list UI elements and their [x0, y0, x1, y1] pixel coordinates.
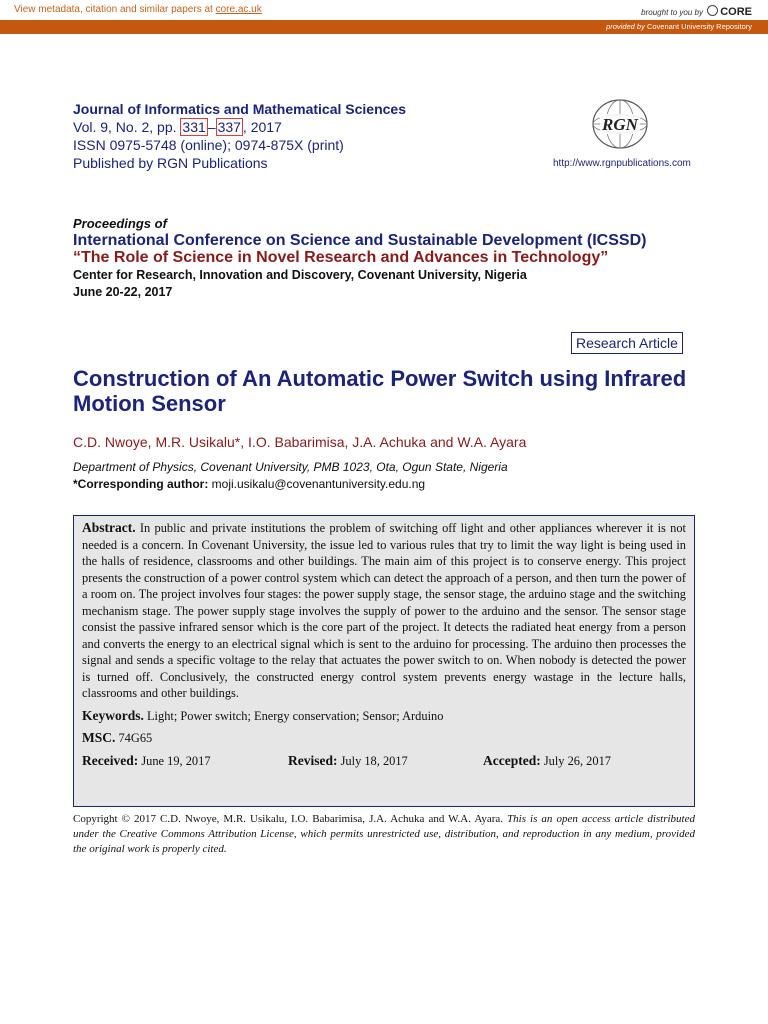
conference-theme: “The Role of Science in Novel Research and Advances in Technology” [73, 249, 609, 266]
corresponding-email[interactable]: moji.usikalu@covenantuniversity.edu.ng [211, 477, 426, 491]
conference-date: June 20-22, 2017 [73, 285, 173, 299]
journal-issn: ISSN 0975-5748 (online); 0974-875X (print) [73, 137, 344, 153]
article-authors: C.D. Nwoye, M.R. Usikalu*, I.O. Babarimisa, J.A. Achuka and W.A. Ayara [73, 434, 527, 450]
rgn-globe-logo [591, 98, 649, 150]
corresponding-author: *Corresponding author: moji.usikalu@covenantuniversity.edu.ng [73, 477, 426, 491]
license-text: This is an open access article distributed under the Creative Commons Attribution License, which permits unrestricted use, distribution, and reproduction in any medium, provided the original work is properly cited. [73, 813, 696, 855]
proceedings-label: Proceedings of [73, 216, 167, 231]
article-type-badge: Research Article [571, 332, 683, 354]
journal-volume: Vol. 9, No. 2, pp. 331 – 337 , 2017 [73, 119, 282, 135]
page-start-link[interactable]: 331 [182, 119, 206, 135]
journal-publisher: Published by RGN Publications [73, 155, 268, 171]
core-link[interactable]: core.ac.uk [215, 4, 262, 15]
core-logo-text[interactable]: CORE [720, 6, 752, 18]
core-header-bar [0, 0, 768, 21]
abstract-box [73, 515, 695, 807]
proceedings-block [73, 216, 713, 301]
article-title: Construction of An Automatic Power Switch using Infrared Motion Sensor [73, 366, 687, 416]
core-logo-icon [707, 5, 718, 16]
dates-line [82, 752, 686, 769]
abstract-paragraph [82, 520, 686, 702]
conference-name: International Conference on Science and Sustainable Development (ICSSD) [73, 232, 647, 249]
accepted-date: Accepted: July 26, 2017 [483, 752, 611, 768]
keywords-line: Keywords. Light; Power switch; Energy conservation; Sensor; Arduino [82, 707, 444, 723]
abstract-label: Abstract. [82, 520, 136, 535]
journal-info [73, 100, 406, 172]
keywords-text: Light; Power switch; Energy conservation; Sensor; Arduino [146, 708, 444, 723]
revised-date: Revised: July 18, 2017 [288, 752, 408, 768]
journal-name: Journal of Informatics and Mathematical Sciences [73, 101, 406, 117]
msc-code: 74G65 [118, 730, 153, 745]
core-metadata-text: View metadata, citation and similar papers at core.ac.uk [14, 4, 262, 15]
rgn-logo-text: RGN [602, 115, 638, 134]
copyright-notice: Copyright © 2017 C.D. Nwoye, M.R. Usikalu, I.O. Babarimisa, J.A. Achuka and W.A. Ayara. This is an open access article distributed under the Creative Commons Attribution License, which permits unrestricted use, distribution, and reproduction in any medium, provided the original work is properly cited. [73, 813, 696, 855]
msc-line: MSC. 74G65 [82, 729, 153, 745]
page-end-link[interactable]: 337 [217, 119, 241, 135]
conference-center: Center for Research, Innovation and Discovery, Covenant University, Nigeria [73, 268, 527, 282]
author-affiliation: Department of Physics, Covenant University, PMB 1023, Ota, Ogun State, Nigeria [73, 460, 508, 474]
core-provider-strip: provided by Covenant University Repository [0, 20, 768, 34]
core-branding: brought to you by CORE [641, 6, 752, 18]
provider-name[interactable]: Covenant University Repository [646, 22, 752, 31]
received-date: Received: June 19, 2017 [82, 752, 211, 768]
abstract-text: In public and private institutions the problem of switching off light and other appliances wherever it is not needed is a concern. In Covenant University, the issue led to various rules that try to limit the way light is being used in the halls of residence, classrooms and other buildings. The main aim of this project is to conserve energy. This project presents the construction of a power control system which can detect the approach of a person, and then turn the power of a room on. The project involves four stages: the power supply stage, the sensor stage, the arduino stage and the switching mechanism stage. The power supply stage involves the supply of power to the arduino and the sensor. The sensor stage consist the passive infrared sensor which is the core part of the project. It detects the radiated heat energy from a person and converts the energy to an electrical signal which is sent to the arduino for processing. The arduino then processes the signal and sends a specific voltage to the relay that actuates the power switch to on. When nobody is detected the power is turned off. Conclusively, the constructed energy control system prevents energy wastage in the lecture halls, classrooms and other buildings. [82, 521, 686, 700]
publisher-url[interactable]: http://www.rgnpublications.com [553, 158, 691, 169]
